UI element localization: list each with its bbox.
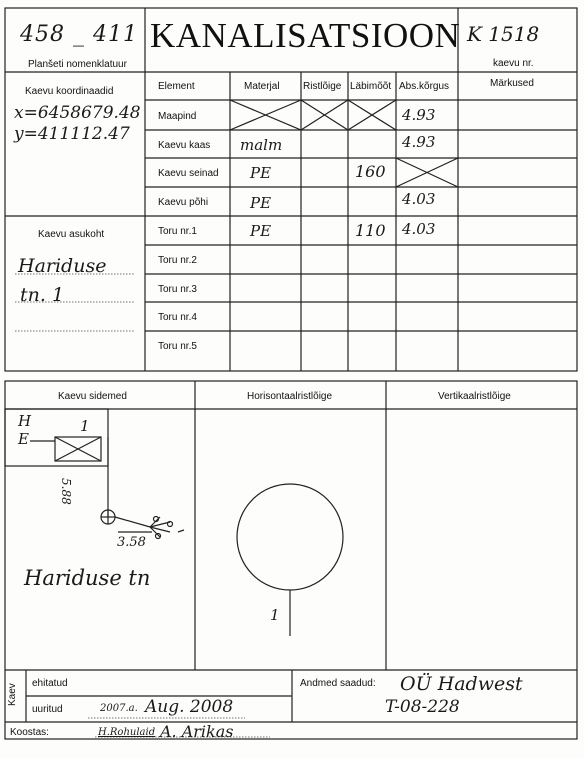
col-header-element: Element: [158, 81, 195, 92]
sketch-pipe-label: 1: [270, 606, 280, 624]
coord-y: y=411112.47: [14, 124, 130, 144]
row-element: Kaevu seinad: [158, 168, 219, 179]
surveyed-date: Aug. 2008: [145, 697, 234, 717]
sketch-e: E: [18, 430, 29, 448]
row-element: Kaevu kaas: [158, 140, 211, 151]
row-element: Toru nr.2: [158, 255, 197, 266]
sheet-number: 458 _ 411: [20, 22, 138, 47]
sheet-label: Planšeti nomenklatuur: [28, 59, 127, 70]
row-material: PE: [250, 194, 272, 212]
col-header-notes: Märkused: [490, 78, 534, 89]
col-header-section: Ristlõige: [303, 81, 342, 92]
kaev-label: Kaev: [7, 683, 18, 706]
row-material: PE: [250, 164, 272, 182]
data-from-company: OÜ Hadwest: [400, 673, 523, 695]
sketch-box-number: 1: [80, 417, 90, 435]
row-element: Toru nr.4: [158, 312, 197, 323]
row-element: Toru nr.1: [158, 226, 197, 237]
surveyed-year: 2007.a.: [100, 703, 138, 714]
section-horizontal-label: Horisontaalristlõige: [247, 391, 333, 402]
sketch-street: Hariduse tn: [24, 566, 151, 590]
location-street: Hariduse: [18, 255, 107, 277]
row-elevation: 4.93: [402, 106, 436, 124]
compiled-signature: A. Arikas: [160, 722, 234, 741]
compiled-label: Koostas:: [10, 727, 49, 738]
location-number: tn. 1: [20, 284, 65, 306]
well-code: K 1518: [467, 22, 540, 46]
col-header-elevation: Abs.kõrgus: [399, 81, 450, 92]
built-label: ehitatud: [32, 678, 68, 689]
col-header-diameter: Läbimõõt: [350, 81, 392, 92]
surveyed-label: uuritud: [32, 704, 63, 715]
data-from-code: T-08-228: [385, 697, 460, 717]
page-title: KANALISATSIOON: [150, 16, 461, 55]
coords-label: Kaevu koordinaadid: [25, 86, 114, 97]
row-element: Kaevu põhi: [158, 197, 209, 208]
well-label: kaevu nr.: [493, 58, 534, 69]
data-from-label: Andmed saadud:: [300, 678, 376, 689]
row-elevation: 4.03: [402, 190, 436, 208]
row-elevation: 4.03: [402, 220, 436, 238]
sketch-dim-horizontal: 3.58: [117, 535, 146, 550]
row-element: Toru nr.5: [158, 341, 197, 352]
compiled-printed: H.Rohulaid: [98, 727, 156, 738]
row-element: Toru nr.3: [158, 284, 197, 295]
sketch-h: H: [18, 412, 32, 430]
location-label: Kaevu asukoht: [38, 229, 105, 240]
row-element: Maapind: [158, 111, 197, 122]
sketch-dim-vertical: 5.88: [59, 478, 73, 505]
row-material: malm: [240, 136, 283, 154]
row-diameter: 110: [355, 221, 386, 240]
row-material: PE: [250, 222, 272, 240]
row-elevation: 4.93: [402, 133, 436, 151]
section-links-label: Kaevu sidemed: [58, 391, 127, 402]
col-header-material: Materjal: [244, 81, 280, 92]
section-vertical-label: Vertikaalristlõige: [438, 391, 511, 402]
coord-x: x=6458679.48: [14, 103, 141, 123]
row-diameter: 160: [355, 162, 386, 181]
